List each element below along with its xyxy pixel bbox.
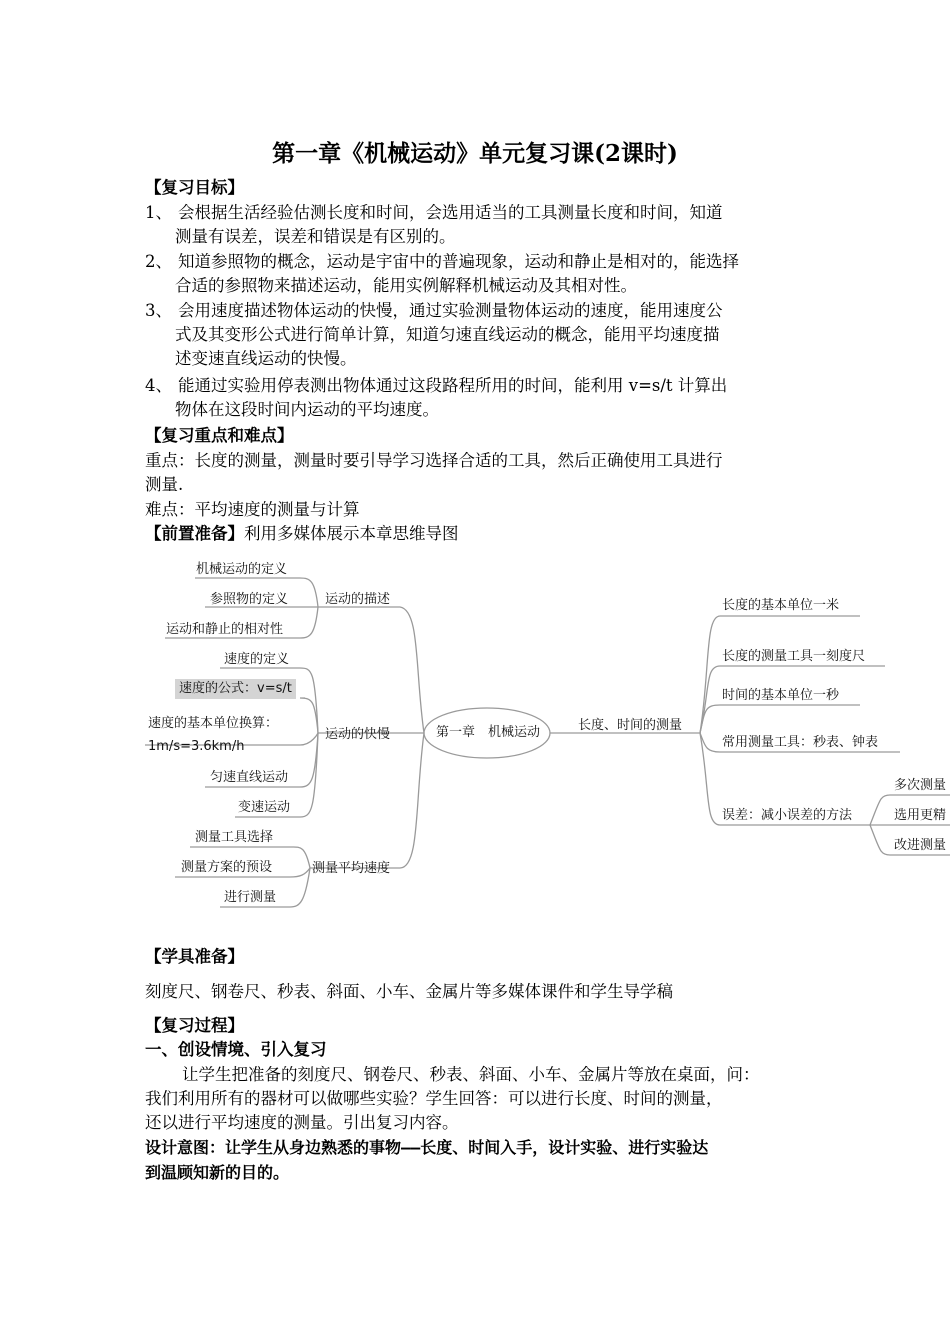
- goal-item-3-line-2: 式及其变形公式进行简单计算，知道匀速直线运动的概念，能用平均速度描: [175, 325, 720, 344]
- goal-item-4-number: 4、: [145, 376, 172, 395]
- tools-text: 刻度尺、钢卷尺、秒表、斜面、小车、金属片等多媒体课件和学生导学稿: [145, 982, 673, 1001]
- node-mechanical-motion-def: 机械运动的定义: [196, 562, 288, 577]
- node-tool-selection: 测量工具选择: [195, 830, 274, 845]
- node-speed-def: 速度的定义: [224, 652, 290, 667]
- prep-heading: 【前置准备】: [145, 524, 244, 543]
- mindmap-center: 第一章 机械运动: [436, 725, 541, 740]
- node-unit-conversion-value: 1m/s=3.6km/h: [148, 739, 245, 754]
- goal-item-4-line-1: 4、 能通过实验用停表测出物体通过这段路程所用的时间，能利用 v=s/t 计算出: [145, 374, 810, 398]
- node-error-precise: 选用更精: [894, 808, 947, 823]
- goal-item-4-line-2: 物体在这段时间内运动的平均速度。: [175, 400, 439, 419]
- design-intent-line-1: 设计意图：让学生从身边熟悉的事物——长度、时间入手，设计实验、进行实验达: [145, 1138, 709, 1157]
- mind-map: [0, 550, 950, 920]
- goal-item-1-number: 1、: [145, 203, 172, 222]
- node-error-repeat: 多次测量: [894, 778, 947, 793]
- section-1-heading: 一、创设情境、引入复习: [145, 1040, 327, 1059]
- node-variable-motion: 变速运动: [238, 800, 291, 815]
- node-time-unit: 时间的基本单位一秒: [722, 688, 840, 703]
- node-error: 误差：减小误差的方法: [722, 808, 853, 823]
- goal-item-1-line-1: 1、 会根据生活经验估测长度和时间，会选用适当的工具测量长度和时间，知道: [145, 201, 810, 225]
- link-center-motion-desc: [318, 607, 424, 733]
- goals-heading: 【复习目标】: [145, 178, 244, 197]
- node-plan: 测量方案的预设: [181, 860, 273, 875]
- node-length-unit: 长度的基本单位一米: [722, 598, 840, 613]
- goal-item-1-line-2: 测量有误差，误差和错误是有区别的。: [175, 227, 456, 246]
- process-para-line-3: 还以进行平均速度的测量。引出复习内容。: [145, 1113, 459, 1132]
- process-para-line-1: 让学生把准备的刻度尺、钢卷尺、秒表、斜面、小车、金属片等放在桌面，问：: [182, 1065, 760, 1084]
- node-time-tools: 常用测量工具：秒表、钟表: [722, 735, 879, 750]
- process-heading: 【复习过程】: [145, 1016, 244, 1035]
- goal-item-3-number: 3、: [145, 301, 172, 320]
- node-uniform-motion: 匀速直线运动: [210, 770, 289, 785]
- branch-average-speed: 测量平均速度: [312, 861, 391, 876]
- branch-motion-description: 运动的描述: [325, 592, 391, 607]
- tools-heading: 【学具准备】: [145, 947, 244, 966]
- keypoints-heading: 【复习重点和难点】: [145, 426, 294, 445]
- process-para-line-2: 我们利用所有的器材可以做哪些实验？学生回答：可以进行长度、时间的测量，: [145, 1089, 723, 1108]
- node-reference-def: 参照物的定义: [210, 592, 289, 607]
- node-length-tool: 长度的测量工具一刻度尺: [722, 649, 866, 664]
- link-center-avg-speed: [310, 733, 424, 868]
- goal-item-2-line-1: 2、 知道参照物的概念，运动是宇宙中的普遍现象，运动和静止是相对的，能选择: [145, 250, 810, 274]
- difficulty-line: 难点：平均速度的测量与计算: [145, 500, 360, 519]
- prep-line: [145, 522, 810, 546]
- goal-item-3-line-1: 3、 会用速度描述物体运动的快慢，通过实验测量物体运动的速度，能用速度公: [145, 299, 810, 323]
- goal-item-2-number: 2、: [145, 252, 172, 271]
- node-speed-formula: 速度的公式：v=s/t: [175, 679, 296, 699]
- document-title: 第一章《机械运动》单元复习课(2课时): [272, 140, 678, 167]
- node-unit-conversion: 速度的基本单位换算：: [148, 716, 279, 731]
- design-intent-line-2: 到温顾知新的目的。: [145, 1163, 290, 1182]
- goal-item-3-line-3: 述变速直线运动的快慢。: [175, 349, 357, 368]
- focus-line-1: 重点：长度的测量，测量时要引导学习选择合适的工具，然后正确使用工具进行: [145, 451, 723, 470]
- prep-text: 利用多媒体展示本章思维导图: [244, 524, 459, 543]
- goal-item-2-line-2: 合适的参照物来描述运动，能用实例解释机械运动及其相对性。: [175, 276, 637, 295]
- focus-line-2: 测量.: [145, 475, 184, 494]
- branch-length-time: 长度、时间的测量: [578, 718, 683, 733]
- node-error-improve: 改进测量: [894, 838, 947, 853]
- node-measure: 进行测量: [224, 890, 277, 905]
- node-relativity: 运动和静止的相对性: [166, 622, 284, 637]
- branch-speed: 运动的快慢: [325, 727, 391, 742]
